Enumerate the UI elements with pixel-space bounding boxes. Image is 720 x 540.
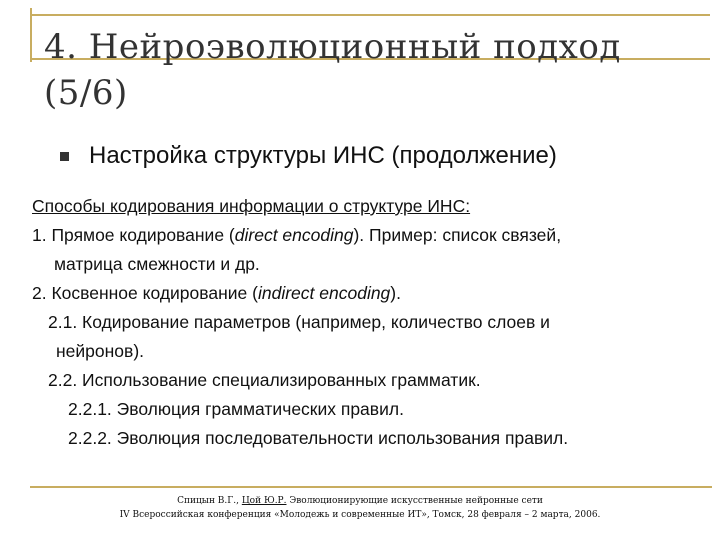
bullet-text: Настройка структуры ИНС (продолжение) bbox=[89, 142, 557, 169]
bullet-row bbox=[60, 142, 557, 170]
item-2 bbox=[32, 279, 712, 308]
item-2-1-continuation: нейронов). bbox=[56, 341, 145, 361]
item-2-2-1: 2.2.1. Эволюция грамматических правил. bbox=[68, 399, 404, 419]
item-2-2: 2.2. Использование специализированных грамматик. bbox=[48, 370, 481, 390]
item-2-suffix: ). bbox=[390, 283, 401, 303]
item-2-term: indirect encoding bbox=[257, 283, 391, 303]
item-2-1: 2.1. Кодирование параметров (например, количество слоев и bbox=[48, 312, 550, 332]
footer-conference: IV Всероссийская конференция «Молодежь и современные ИТ», Томск, 28 февраля – 2 марта, 2006. bbox=[119, 510, 601, 520]
accent-top-line bbox=[30, 14, 710, 16]
slide-title: 4. Нейроэволюционный подход (5/6) bbox=[44, 27, 621, 113]
item-1-suffix: ). Пример: список связей, bbox=[353, 225, 562, 245]
square-bullet-icon bbox=[60, 152, 69, 161]
intro-line: Способы кодирования информации о структуре ИНС: bbox=[32, 196, 471, 216]
footer-divider bbox=[30, 486, 712, 488]
footer-authors bbox=[0, 494, 720, 508]
footer bbox=[0, 494, 720, 522]
slide-body bbox=[32, 192, 712, 453]
item-1 bbox=[32, 221, 712, 250]
footer-author-2: Цой Ю.Р. bbox=[241, 496, 287, 506]
footer-author-1: Спицын В.Г., bbox=[177, 496, 242, 506]
item-1-prefix: 1. Прямое кодирование ( bbox=[32, 225, 235, 245]
item-2-2-2: 2.2.2. Эволюция последовательности использования правил. bbox=[68, 428, 569, 448]
item-1-continuation: матрица смежности и др. bbox=[54, 254, 260, 274]
item-1-term: direct encoding bbox=[234, 225, 354, 245]
footer-work-title: Эволюционирующие искусственные нейронные сети bbox=[286, 496, 543, 506]
item-2-prefix: 2. Косвенное кодирование ( bbox=[32, 283, 258, 303]
accent-vertical-line bbox=[30, 8, 32, 62]
